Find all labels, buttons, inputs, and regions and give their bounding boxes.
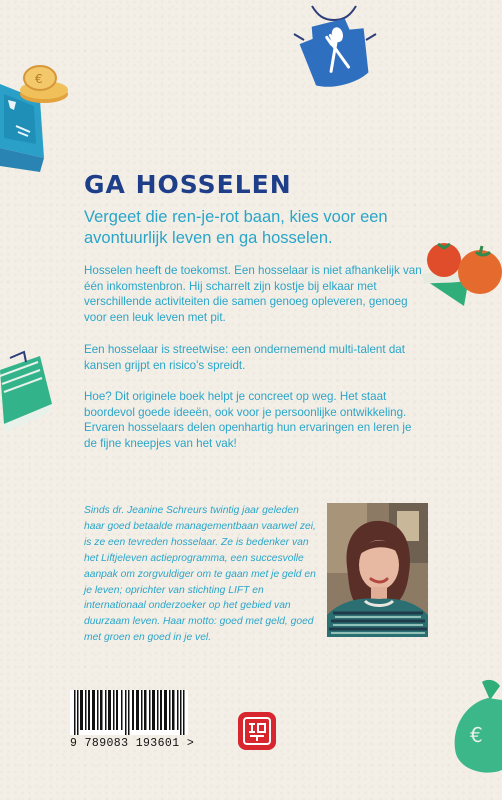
author-bio: Sinds dr. Jeanine Schreurs twintig jaar geleden haar goed betaalde managementbaan vaarwel zei, is ze een tevreden hosselaar. Ze is bedenker van het Liftjeleven actieprogramma, een succesvolle aanpak om zorgvuldiger om te gaan met je geld en je leven; oprichter van stichting LIFT en internationaal onderzoeker op het gebied van duurzaam leven. Haar motto: goed met geld, goed met groen en goed in je vel. xyxy=(84,505,316,644)
blurb-paragraph-1: Hosselen heeft de toekomst. Een hosselaar is niet afhankelijk van één inkomstenbron. Hij scharrelt zijn kostje bij elkaar met verschillende activiteiten die samen genoeg opleveren, genoeg voor een leuk leven met pit. xyxy=(84,264,422,324)
tomatoes-icon xyxy=(420,236,502,310)
barcode-bars xyxy=(70,690,188,735)
author-photo xyxy=(327,503,428,637)
book-icon xyxy=(0,350,54,432)
blurb-paragraph-3: Hoe? Dit originele boek helpt je concreet op weg. Het staat boordevol goede ideeën, ook voor je persoonlijke ontwikkeling. Ervaren hosselaars delen openhartig hun ervaringen en leren je de fijne kneepjes van het vak! xyxy=(84,390,412,450)
publisher-logo-icon xyxy=(238,712,276,750)
apron-with-utensils-icon xyxy=(288,0,380,92)
blurb-paragraph-2: Een hosselaar is streetwise: een ondernemend multi-talent dat kansen grijpt en risico's spreidt. xyxy=(84,343,405,372)
money-bag-icon xyxy=(448,676,502,776)
svg-text:€: € xyxy=(470,723,483,747)
coins-icon xyxy=(14,64,72,108)
isbn-barcode xyxy=(70,690,220,750)
svg-text:€: € xyxy=(35,72,43,86)
book-tagline: Vergeet die ren-je-rot baan, kies voor een avontuurlijk leven en ga hosselen. xyxy=(84,208,388,247)
isbn-number: 9 789083 193601 > xyxy=(70,737,195,750)
book-title: GA HOSSELEN xyxy=(84,170,292,199)
